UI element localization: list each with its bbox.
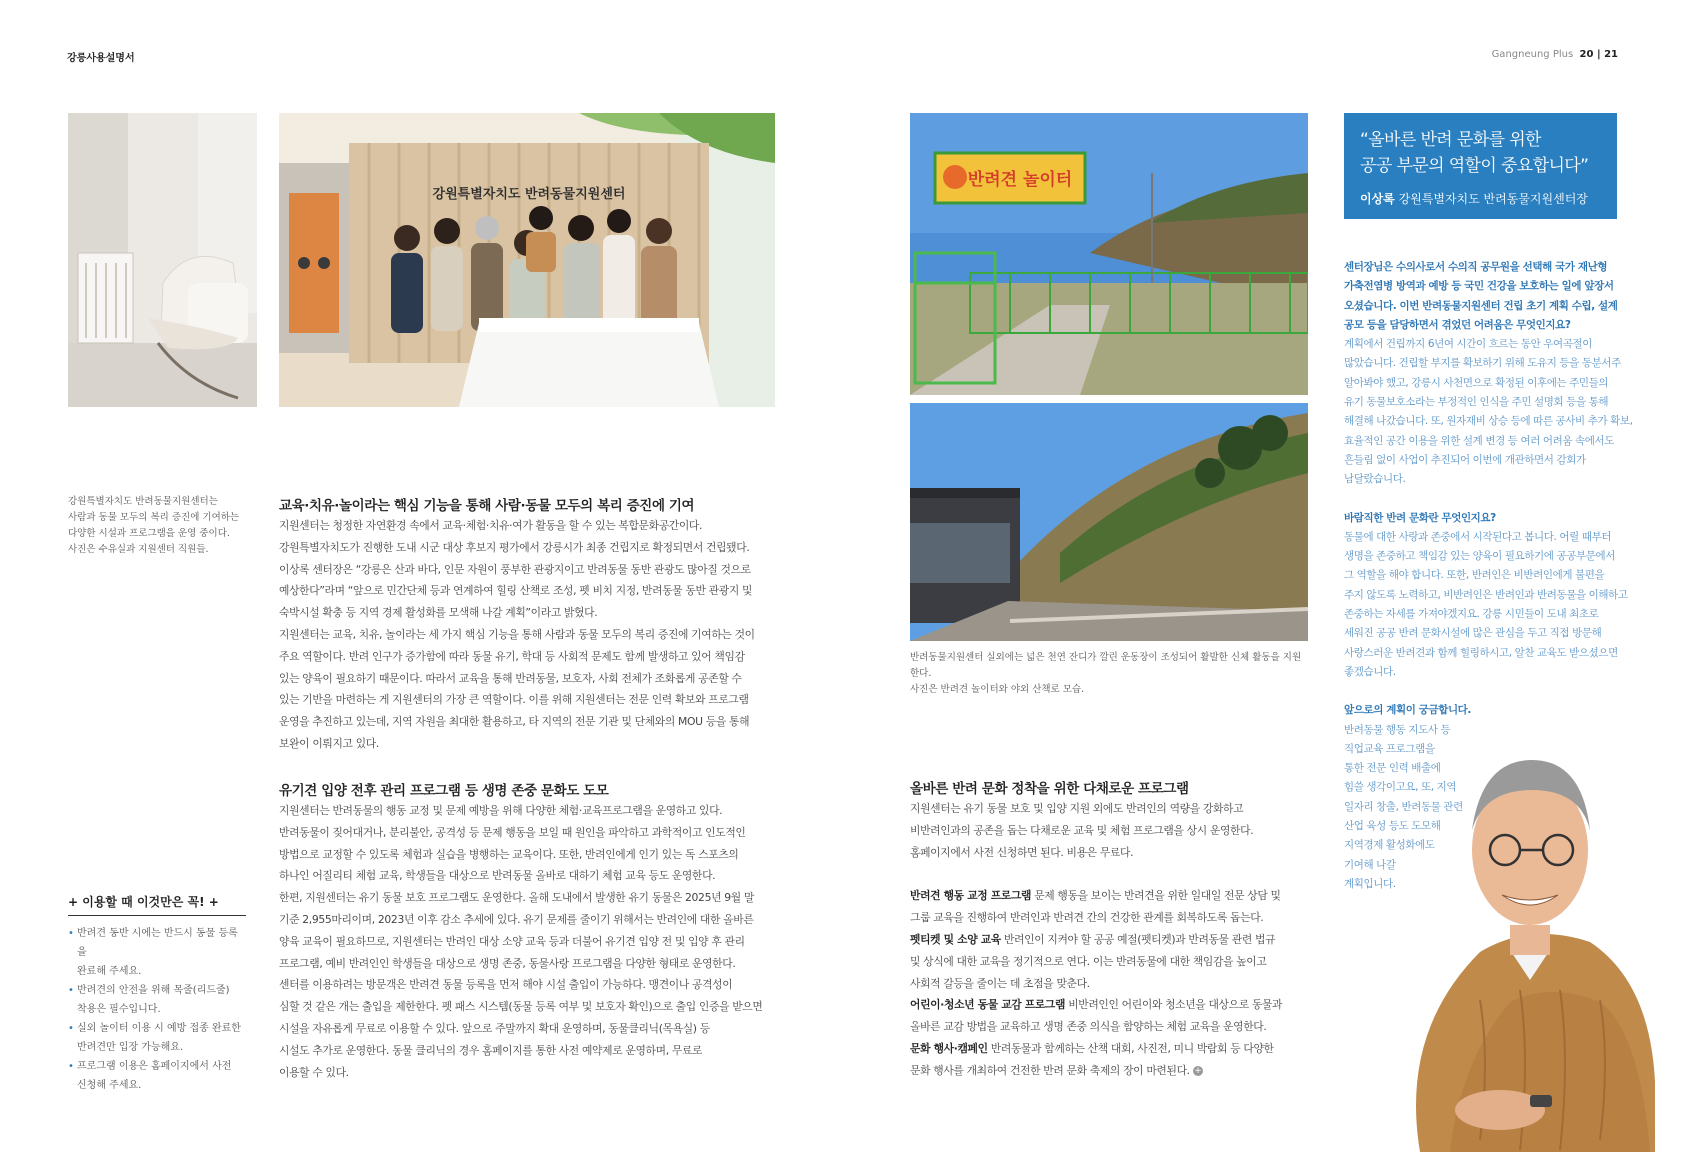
qa-item: 센터장님은 수의사로서 수의직 공무원을 선택해 국가 재난형 가축전염병 방역과 예방 등 국민 건강을 보호하는 일에 앞장서 오셨습니다. 이번 반려동물지원센터 건립 초기 계획 수립, 설계 공모 등을 담당하면서 겪었던 어려움은 무엇인지요? 계획에서 건립까지 6년여 시간이 흐르는 동안 우여곡절이 많았습니다. 건립할 부지를 확보하기 위해 도유지 등을 동분서주 알아봐야 했고, 강릉시 사천면으로 확정된 이후에는 주민들의 유기 동물보호소라는 부정적인 인식을 주민 설명회 등을 통해 해결해 나갔습니다. 또, 원자재비 상승 등에 따른 공사비 추가 확보, 효율적인 공간 이용을 위한 설계 변경 등 여러 어려움 속에서도 흔들림 없이 사업이 추진되어 이번에 개관하면서 감회가 남달랐습니다. xyxy=(1344,261,1633,486)
center-building-photo xyxy=(910,403,1308,641)
qa-item: 앞으로의 계획이 궁금합니다. 반려동물 행동 지도사 등 직업교육 프로그램을 통한 전문 인력 배출에 힘쓸 생각이고요, 또, 지역 일자리 창출, 반려동물 관련 산업 육성 등도 도모해 지역경제 활성화에도 기여해 나갈 계획입니다. xyxy=(1344,704,1472,890)
section-title: 교육·치유·놀이라는 핵심 기능을 통해 사람·동물 모두의 복리 증진에 기여 xyxy=(279,498,695,514)
photo-caption-left: 강원특별자치도 반려동물지원센터는 사람과 동물 모두의 복리 증진에 기여하는 다양한 시설과 프로그램을 운영 중이다. 사진은 수유실과 지원센터 직원들. xyxy=(68,496,240,555)
quote-text: “올바른 반려 문화를 위한 공공 부문의 역할이 중요합니다” xyxy=(1360,130,1589,176)
staff-group-photo xyxy=(279,113,775,407)
section-body: 지원센터는 유기 동물 보호 및 입양 지원 외에도 반려인의 역량을 강화하고 비반려인과의 공존을 돕는 다채로운 교육 및 체험 프로그램을 상시 운영한다. 홈페이지에서 사전 신청하면 된다. 비용은 무료다. 반려견 행동 교정 프로그램 문제 행동을 보이는 반려견을 위한 일대일 전문 상담 및 그룹 교육을 진행하여 반려인과 반려견 간의 건강한 관계를 회복하도록 돕는다. 펫티켓 및 소양 교육 반려인이 지켜야 할 공공 예절(펫티켓)과 반려동물 관련 법규 및 상식에 대한 교육을 정기적으로 연다. 이는 반려동물에 대한 책임감을 높이고 사회적 갈등을 줄이는 데 초점을 맞춘다. 어린이·청소년 동물 교감 프로그램 비반려인인 어린이와 청소년을 대상으로 동물과 올바른 교감 방법을 교육하고 생명 존중 의식을 함양하는 체험 교육을 운영한다. 문화 행사·캠페인 반려동물과 함께하는 산책 대회, 사진전, 미니 박람회 등 다양한 문화 행사를 개최하여 건전한 반려 문화 축제의 장이 마련된다. + xyxy=(910,798,1320,1082)
photo-caption-right: 반려동물지원센터 실외에는 넓은 천연 잔디가 깔린 운동장이 조성되어 활발한 신체 활동을 지원한다. 사진은 반려견 놀이터와 야외 산책로 모습. xyxy=(910,652,1302,695)
program-item: 문화 행사·캠페인 반려동물과 함께하는 산책 대회, 사진전, 미니 박람회 등 다양한 xyxy=(910,1041,1274,1055)
program-item: 펫티켓 및 소양 교육 반려인이 지켜야 할 공공 예절(펫티켓)과 반려동물 관련 법규 xyxy=(910,932,1276,946)
section-body: 지원센터는 반려동물의 행동 교정 및 문제 예방을 위해 다양한 체험·교육프로그램을 운영하고 있다. 반려동물이 짖어대거나, 분리불안, 공격성 등 문제 행동을 보일 때 원인을 파악하고 과학적이고 인도적인 방법으로 교정할 수 있도록 체험과 실습을 병행하는 교육이다. 또한, 반려인에게 인기 있는 독 스포츠의 하나인 어질리티 체험 교육, 학생들을 대상으로 반려동물 올바로 대하기 체험 교육 등도 운영한다. 한편, 지원센터는 유기 동물 보호 프로그램도 운영한다. 올해 도내에서 발생한 유기 동물은 2025년 9월 말 기준 2,955마리이며, 2023년 이후 감소 추세에 있다. 유기 문제를 줄이기 위해서는 반려인에 대한 올바른 양육 교육이 필요하므로, 지원센터는 반려인 대상 소양 교육 등과 더불어 유기견 입양 전 및 입양 후 관리 프로그램, 예비 반려인인 학생들을 대상으로 생명 존중, 동물사랑 프로그램을 다양한 형태로 운영한다. 센터를 이용하려는 방문객은 반려견 동물 등록을 먼저 해야 시설 출입이 가능하다. 맹견이나 공격성이 심할 것 같은 개는 출입을 제한한다. 펫 패스 시스템(동물 등록 여부 및 보호자 확인)으로 출입 인증을 받으면 시설을 자유롭게 무료로 이용할 수 있다. 앞으로 주말까지 확대 운영하며, 동물클리닉(목욕실) 등 시설도 추가로 운영한다. 동물 클리닉의 경우 홈페이지를 통한 사전 예약제로 운영하며, 무료로 이용할 수 있다. xyxy=(279,804,763,1079)
tip-item: • 실외 놀이터 이용 시 예방 접종 완료한 반려견만 입장 가능해요. xyxy=(68,1019,246,1057)
end-mark-icon: + xyxy=(1194,1065,1202,1076)
section-adoption xyxy=(279,779,789,1083)
playground-sign: 반려견 놀이터 xyxy=(967,170,1073,190)
nursery-room-photo xyxy=(68,113,257,407)
program-item: 어린이·청소년 동물 교감 프로그램 비반려인인 어린이와 청소년을 대상으로 동물과 xyxy=(910,998,1283,1012)
interview-quote-box xyxy=(1344,113,1617,219)
dog-playground-photo xyxy=(910,113,1308,395)
interview-qa xyxy=(1344,258,1634,894)
center-sign: 강원특별자치도 반려동물지원센터 xyxy=(432,187,626,202)
tip-item: • 반려견의 안전을 위해 목줄(리드줄) 착용은 필수입니다. xyxy=(68,981,246,1019)
tips-divider xyxy=(68,915,246,916)
tip-item: • 프로그램 이용은 홈페이지에서 사전 신청해 주세요. xyxy=(68,1057,246,1095)
section-programs xyxy=(910,777,1320,1082)
section-title: 올바른 반려 문화 정착을 위한 다채로운 프로그램 xyxy=(910,781,1189,797)
section-education xyxy=(279,494,789,755)
tips-title: + 이용할 때 이것만은 꼭! + xyxy=(68,895,219,909)
page-numbers: 20 | 21 xyxy=(1579,49,1618,60)
usage-tips xyxy=(68,893,246,1095)
section-label: 강릉사용설명서 xyxy=(67,53,135,64)
interviewee: 이상록 강원특별자치도 반려동물지원센터장 xyxy=(1360,192,1588,206)
page-header-right xyxy=(1492,49,1618,60)
section-title: 유기견 입양 전후 관리 프로그램 등 생명 존중 문화도 도모 xyxy=(279,783,609,799)
tips-list xyxy=(68,924,246,1095)
qa-item: 바람직한 반려 문화란 무엇인지요? 동물에 대한 사랑과 존중에서 시작된다고 봅니다. 어릴 때부터 생명을 존중하고 책임감 있는 양육이 필요하기에 공공부문에서 그 역할을 해야 합니다. 또한, 반려인은 비반려인에게 불편을 주지 않도록 노력하고, 비반려인은 반려인과 반려동물을 이해하고 존중하는 자세를 가져야겠지요. 강릉 시민들이 도내 최초로 세워진 공공 반려 문화시설에 많은 관심을 두고 직접 방문해 사랑스러운 반려견과 함께 힐링하시고, 알찬 교육도 받으셨으면 좋겠습니다. xyxy=(1344,511,1628,678)
section-body: 지원센터는 청정한 자연환경 속에서 교육·체험·치유·여가 활동을 할 수 있는 복합문화공간이다. 강원특별자치도가 진행한 도내 시군 대상 후보지 평가에서 강릉시가 최종 건립지로 확정되면서 건립됐다. 이상록 센터장은 “강릉은 산과 바다, 인문 자원이 풍부한 관광지이고 반려동물 동반 관광도 많아질 것으로 예상한다”라며 “앞으로 민간단체 등과 연계하여 힐링 산책로 조성, 펫 비치 지정, 반려동물 동반 관광지 및 숙박시설 확충 등 지역 경제 활성화를 모색해 나갈 계획”이라고 밝혔다. 지원센터는 교육, 치유, 놀이라는 세 가지 핵심 기능을 통해 사람과 동물 모두의 복리 증진에 기여하는 것이 주요 역할이다. 반려 인구가 증가함에 따라 동물 유기, 학대 등 사회적 문제도 함께 발생하고 있어 책임감 있는 양육이 필요하기 때문이다. 따라서 교육을 통해 반려동물, 보호자, 사회 전체가 조화롭게 공존할 수 있는 기반을 마련하는 게 지원센터의 가장 큰 역할이다. 이를 위해 지원센터는 전문 인력 확보와 프로그램 운영을 추진하고 있는데, 지역 자원을 최대한 활용하고, 타 지역의 전문 기관 및 단체와의 MOU 등을 통해 보완이 이뤄지고 있다. xyxy=(279,519,755,750)
program-item: 반려견 행동 교정 프로그램 문제 행동을 보이는 반려견을 위한 일대일 전문 상담 및 xyxy=(910,889,1281,903)
brand-name: Gangneung Plus xyxy=(1491,49,1574,60)
tip-item: • 반려견 동반 시에는 반드시 동물 등록을 완료해 주세요. xyxy=(68,924,246,981)
